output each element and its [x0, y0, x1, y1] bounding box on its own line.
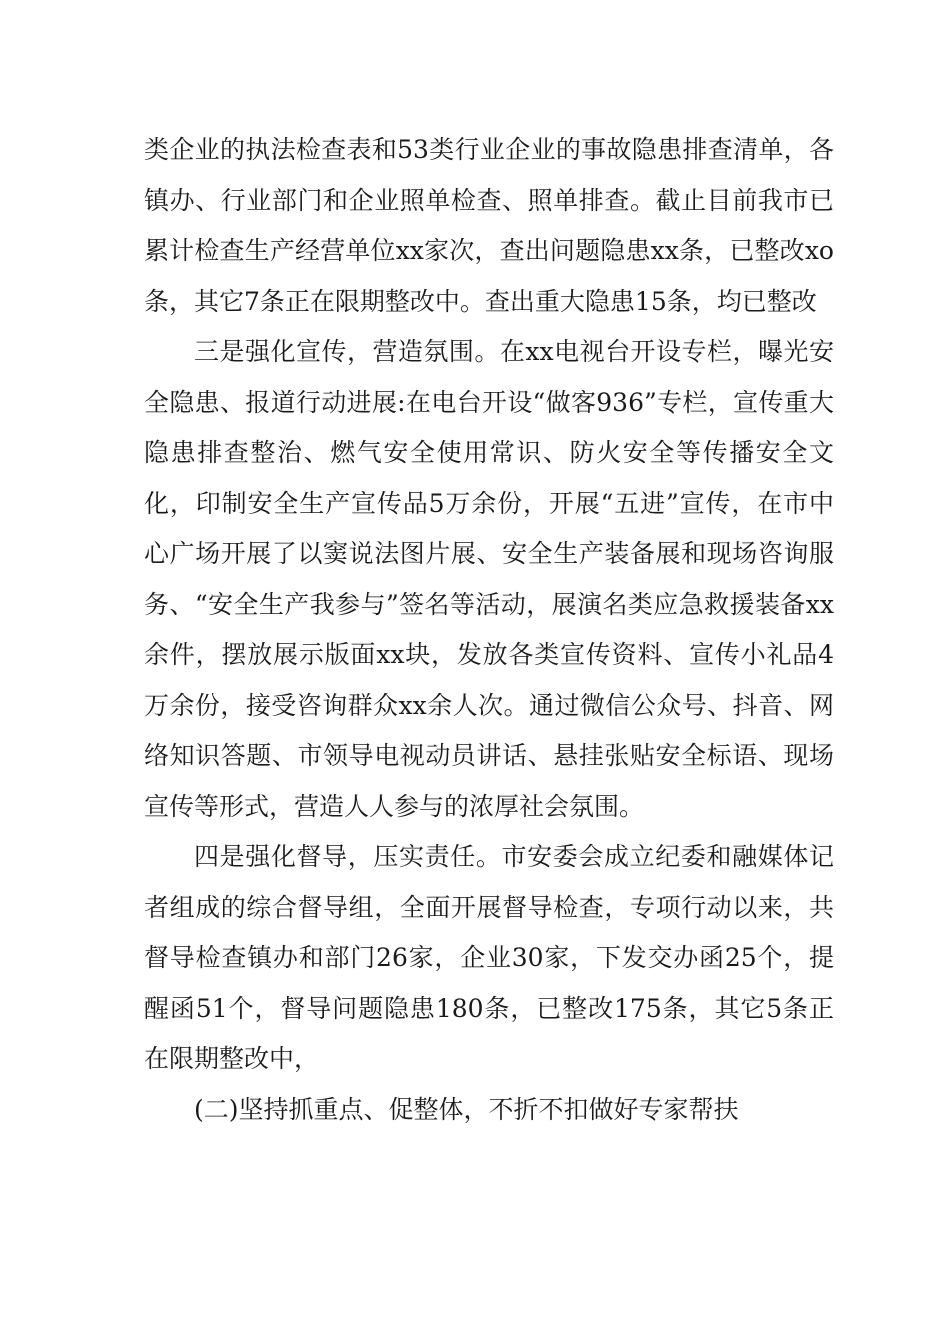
section-heading: (二)坚持抓重点、促整体，不折不扣做好专家帮扶 [194, 1094, 739, 1124]
paragraph-supervision: 四是强化督导，压实责任。市安委会成立纪委和融媒体记者组成的综合督导组，全面开展督导检查，专项行动以来，共督导检查镇办和部门26家，企业30家，下发交办函25个，提醒函51个，督导问题隐患180条，已整改175条，其它5条正在限期整改中， [144, 842, 834, 1073]
document-body [144, 125, 834, 1135]
paragraph-publicity: 三是强化宣传，营造氛围。在xx电视台开设专栏，曝光安全隐患、报道行动进展:在电台开设“做客936”专栏，宣传重大隐患排查整治、燃气安全使用常识、防火安全等传播安全文化，印制安全生产宣传品5万余份，开展“五进”宣传，在市中心广场开展了以窦说法图片展、安全生产装备展和现场咨询服务、“安全生产我参与”签名等活动，展演名类应急救援装备xx余件，摆放展示版面xx块，发放各类宣传资料、宣传小礼品4万余份，接受咨询群众xx余人次。通过微信公众号、抖音、网络知识答题、市领导电视动员讲话、悬挂张贴安全标语、现场宣传等形式，营造人人参与的浓厚社会氛围。 [144, 337, 834, 821]
paragraph-continuation: 类企业的执法检查表和53类行业企业的事故隐患排查清单，各镇办、行业部门和企业照单检查、照单排查。截止目前我市已累计检查生产经营单位xx家次，查出问题隐患xx条，已整改xo条，其它7条正在限期整改中。查出重大隐患15条，均已整改 [144, 135, 834, 316]
